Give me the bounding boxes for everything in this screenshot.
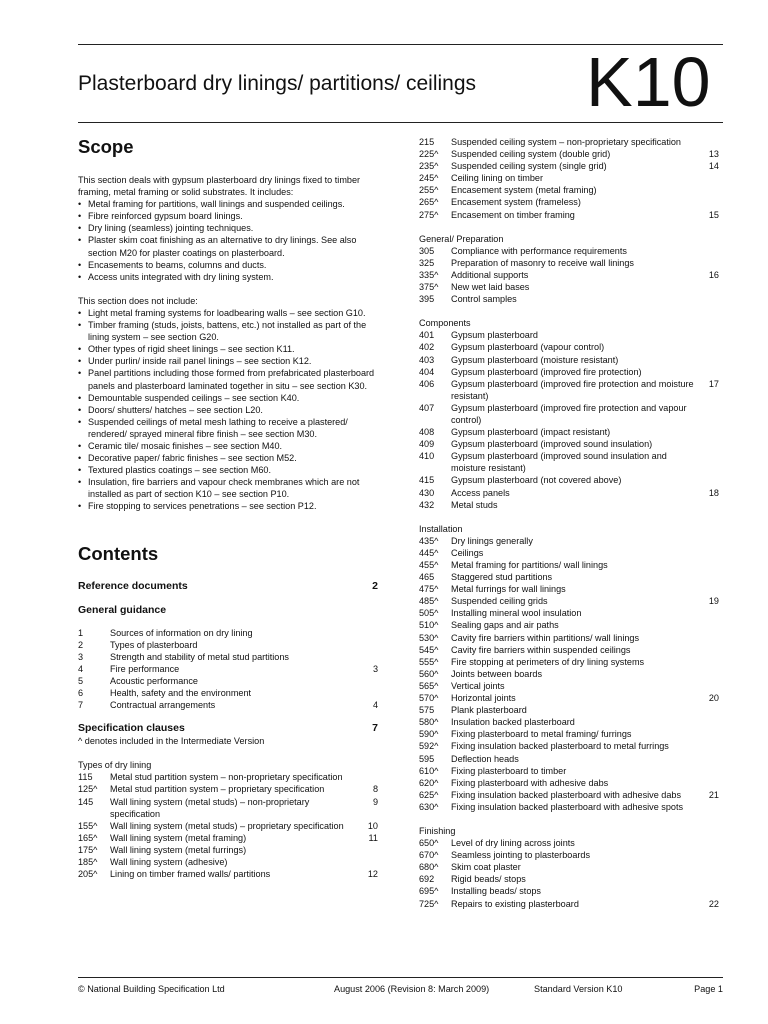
clause-number: 610^ — [419, 765, 439, 776]
clause-title: Metal framing for partitions/ wall linings — [451, 560, 608, 570]
types-cont-list — [419, 136, 719, 221]
scope-excludes-list — [78, 307, 378, 513]
clause-row[interactable] — [419, 269, 719, 281]
installation-list — [419, 535, 719, 813]
clause-row[interactable] — [419, 837, 719, 849]
finishing-list — [419, 837, 719, 910]
clause-title: Ceilings — [451, 547, 484, 558]
clause-row[interactable] — [419, 595, 719, 607]
scope-include-item: • Access units integrated with dry lining system. — [78, 271, 378, 283]
clause-page: 9 — [372, 796, 378, 807]
clause-title: Installing mineral wool insulation — [451, 608, 582, 619]
clause-row[interactable] — [419, 801, 719, 813]
guidance-row[interactable] — [78, 651, 378, 663]
clause-number: 560^ — [419, 668, 439, 679]
clause-title: Gypsum plasterboard (vapour control) — [451, 342, 605, 353]
clause-row[interactable] — [78, 832, 378, 844]
clause-title: Gypsum plasterboard (not covered above) — [451, 475, 622, 486]
scope-exclude-item: • Fire stopping to services penetrations – see section P12. — [78, 500, 378, 512]
clause-title: Gypsum plasterboard (improved fire protection) — [451, 366, 642, 377]
clause-title: Sources of information on dry lining — [110, 627, 253, 638]
clause-number: 235^ — [419, 161, 439, 172]
footer-date: August 2006 (Revision 8: March 2009) — [334, 984, 490, 994]
clause-number: 565^ — [419, 680, 439, 691]
clause-title: Fixing insulation backed plasterboard with adhesive dabs — [451, 789, 682, 800]
clause-number: 465 — [419, 572, 435, 583]
general-guidance-list — [78, 627, 378, 712]
general-preparation-list — [419, 245, 719, 305]
clause-title: Horizontal joints — [451, 693, 516, 704]
clause-number: 3 — [78, 651, 84, 662]
clause-page: 22 — [708, 898, 719, 909]
scope-exclude-item: • Demountable suspended ceilings – see section K40. — [78, 392, 378, 404]
clause-row[interactable] — [419, 898, 719, 910]
clause-title: Encasement on timber framing — [451, 209, 575, 220]
clause-page: 12 — [367, 869, 378, 880]
types-heading: Types of dry lining — [78, 760, 152, 771]
scope-exclude-item: • Doors/ shutters/ hatches – see section L20. — [78, 404, 378, 416]
clause-title: Contractual arrangements — [110, 700, 216, 711]
guidance-row[interactable] — [78, 699, 378, 711]
clause-number: 430 — [419, 487, 435, 498]
scope-include-item: • Plaster skim coat finishing as an alternative to dry linings. See also section M20 for plaster coatings on plasterboard. — [78, 234, 378, 258]
clause-number: 265^ — [419, 197, 439, 208]
clause-number: 7 — [78, 700, 84, 711]
clause-title: Fire performance — [110, 663, 180, 674]
clause-title: Wall lining system (metal studs) – proprietary specification — [110, 820, 344, 831]
clause-number: 432 — [419, 499, 435, 510]
general-preparation-heading: General/ Preparation — [419, 233, 504, 244]
clause-title: Fixing insulation backed plasterboard with adhesive spots — [451, 801, 684, 812]
clause-row[interactable] — [419, 644, 719, 656]
clause-number: 5 — [78, 675, 84, 686]
left-column — [78, 130, 378, 880]
clause-row[interactable] — [419, 196, 719, 208]
clause-row[interactable] — [78, 868, 378, 880]
clause-row[interactable] — [78, 783, 378, 795]
clause-number: 545^ — [419, 644, 439, 655]
clause-row[interactable] — [419, 607, 719, 619]
clause-title: Health, safety and the environment — [110, 688, 252, 698]
clause-row[interactable] — [419, 329, 719, 341]
clause-row[interactable] — [419, 450, 719, 474]
clause-title: Suspended ceiling system (double grid) — [451, 149, 611, 160]
clause-row[interactable] — [419, 438, 719, 450]
clause-number: 555^ — [419, 656, 439, 667]
clause-page: 13 — [708, 149, 719, 160]
clause-row[interactable] — [419, 245, 719, 257]
clause-title: Level of dry lining across joints — [451, 838, 575, 849]
clause-title: Insulation backed plasterboard — [451, 717, 575, 728]
clause-number: 401 — [419, 330, 435, 341]
contents-reference-page: 2 — [372, 579, 378, 592]
clause-number: 650^ — [419, 838, 439, 849]
guidance-row[interactable] — [78, 627, 378, 639]
clause-page: 17 — [708, 378, 719, 389]
clause-row[interactable] — [419, 293, 719, 305]
clause-page: 21 — [708, 789, 719, 800]
clause-title: Repairs to existing plasterboard — [451, 898, 579, 909]
clause-number: 375^ — [419, 282, 439, 293]
clause-title: Access panels — [451, 487, 510, 498]
contents-spec-row[interactable] — [78, 721, 378, 735]
clause-title: Skim coat plaster — [451, 862, 521, 873]
clause-row[interactable] — [78, 796, 378, 820]
clause-title: Gypsum plasterboard (impact resistant) — [451, 427, 611, 438]
clause-number: 215 — [419, 137, 435, 147]
scope-exclude-item: • Ceramic tile/ mosaic finishes – see section M40. — [78, 440, 378, 452]
scope-exclude-item: • Decorative paper/ fabric finishes – see section M52. — [78, 452, 378, 464]
clause-number: 580^ — [419, 717, 439, 728]
clause-title: Suspended ceiling system – non-proprietary specification — [451, 137, 681, 147]
scope-include-item: • Metal framing for partitions, wall linings and suspended ceilings. — [78, 198, 378, 210]
clause-page: 18 — [708, 487, 719, 498]
guidance-row[interactable] — [78, 639, 378, 651]
clause-number: 592^ — [419, 741, 439, 752]
clause-row[interactable] — [419, 366, 719, 378]
clause-number: 155^ — [78, 820, 98, 831]
scope-exclude-item: • Panel partitions including those formed from prefabricated plasterboard panels and plasterboard laminated together in situ – see section K30. — [78, 367, 378, 391]
clause-row[interactable] — [419, 547, 719, 559]
clause-number: 325 — [419, 257, 435, 268]
types-list — [78, 771, 378, 880]
clause-row[interactable] — [78, 771, 378, 783]
clause-number: 435^ — [419, 535, 439, 546]
header-rule — [78, 122, 723, 123]
clause-title: Wall lining system (adhesive) — [110, 857, 228, 868]
scope-exclude-item: • Insulation, fire barriers and vapour check membranes which are not installed as part of section K10 – see section P10. — [78, 476, 378, 500]
clause-row[interactable] — [419, 728, 719, 740]
clause-title: Staggered stud partitions — [451, 572, 553, 583]
clause-title: Cavity fire barriers within suspended ceilings — [451, 644, 631, 655]
clause-number: 6 — [78, 688, 84, 698]
clause-row[interactable] — [419, 873, 719, 885]
clause-row[interactable] — [419, 619, 719, 631]
clause-title: Metal stud partition system – non-proprietary specification — [110, 772, 343, 783]
scope-exclude-item: • Under purlin/ inside rail panel linings – see section K12. — [78, 355, 378, 367]
clause-row[interactable] — [419, 668, 719, 680]
clause-title: Rigid beads/ stops — [451, 874, 526, 885]
clause-title: Metal furrings for wall linings — [451, 584, 566, 595]
clause-row[interactable] — [78, 856, 378, 868]
clause-number: 125^ — [78, 784, 98, 795]
clause-number: 485^ — [419, 596, 439, 607]
clause-title: Suspended ceiling grids — [451, 596, 548, 607]
clause-row[interactable] — [419, 583, 719, 595]
clause-number: 165^ — [78, 832, 98, 843]
clause-row[interactable] — [419, 765, 719, 777]
clause-number: 510^ — [419, 620, 439, 631]
clause-number: 725^ — [419, 898, 439, 909]
clause-number: 625^ — [419, 789, 439, 800]
clause-title: Joints between boards — [451, 668, 542, 679]
clause-row[interactable] — [419, 849, 719, 861]
clause-title: Preparation of masonry to receive wall linings — [451, 257, 634, 268]
page-title: Plasterboard dry linings/ partitions/ ceilings — [78, 72, 477, 95]
clause-number: 145 — [78, 796, 94, 807]
components-heading: Components — [419, 318, 471, 329]
clause-title: Wall lining system (metal studs) – non-proprietary specification — [110, 796, 310, 819]
clause-number: 305 — [419, 245, 435, 256]
guidance-row[interactable] — [78, 675, 378, 687]
clause-number: 185^ — [78, 857, 98, 868]
clause-row[interactable] — [419, 160, 719, 172]
contents-spec-label: Specification clauses — [78, 722, 185, 735]
clause-number: 404 — [419, 366, 435, 377]
contents-reference-row[interactable] — [78, 579, 378, 593]
clause-number: 175^ — [78, 844, 98, 855]
clause-row[interactable] — [419, 704, 719, 716]
clause-number: 530^ — [419, 632, 439, 643]
clause-title: Wall lining system (metal framing) — [110, 832, 247, 843]
general-guidance-heading: General guidance — [78, 603, 167, 616]
clause-number: 630^ — [419, 801, 439, 812]
clause-title: Metal studs — [451, 499, 498, 510]
clause-row[interactable] — [419, 281, 719, 293]
clause-row[interactable] — [419, 499, 719, 511]
clause-page: 19 — [708, 596, 719, 607]
clause-title: Fixing insulation backed plasterboard to metal furrings — [451, 741, 669, 752]
clause-title: Additional supports — [451, 269, 529, 280]
clause-number: 680^ — [419, 862, 439, 873]
clause-title: Vertical joints — [451, 680, 505, 691]
clause-number: 475^ — [419, 584, 439, 595]
clause-title: Encasement system (frameless) — [451, 197, 581, 208]
clause-number: 409 — [419, 439, 435, 450]
clause-row[interactable] — [419, 740, 719, 752]
clause-row[interactable] — [419, 341, 719, 353]
clause-title: Ceiling lining on timber — [451, 173, 543, 184]
clause-number: 410 — [419, 451, 435, 462]
clause-page: 14 — [708, 161, 719, 172]
clause-row[interactable] — [419, 777, 719, 789]
clause-number: 570^ — [419, 693, 439, 704]
scope-exclude-item: • Light metal framing systems for loadbearing walls – see section G10. — [78, 307, 378, 319]
contents-heading: Contents — [78, 542, 159, 564]
clause-title: Fixing plasterboard with adhesive dabs — [451, 777, 609, 788]
clause-number: 275^ — [419, 209, 439, 220]
scope-includes-list — [78, 198, 378, 283]
section-code: K10 — [586, 43, 711, 121]
clause-number: 692 — [419, 874, 435, 885]
clause-row[interactable] — [419, 184, 719, 196]
clause-title: Gypsum plasterboard (improved sound insulation and moisture resistant) — [451, 451, 667, 474]
clause-row[interactable] — [419, 378, 719, 402]
clause-title: Cavity fire barriers within partitions/ wall linings — [451, 632, 640, 643]
clause-page: 4 — [372, 700, 378, 711]
clause-title: Strength and stability of metal stud partitions — [110, 651, 289, 662]
clause-page: 8 — [372, 784, 378, 795]
clause-number: 245^ — [419, 173, 439, 184]
clause-title: Plank plasterboard — [451, 705, 527, 716]
clause-row[interactable] — [419, 535, 719, 547]
clause-number: 590^ — [419, 729, 439, 740]
clause-page: 16 — [708, 269, 719, 280]
clause-title: Encasement system (metal framing) — [451, 185, 597, 196]
clause-number: 670^ — [419, 850, 439, 861]
clause-page: 20 — [708, 693, 719, 704]
scope-include-item: • Encasements to beams, columns and ducts. — [78, 259, 378, 271]
clause-title: Suspended ceiling system (single grid) — [451, 161, 607, 172]
clause-row[interactable] — [419, 209, 719, 221]
clause-number: 403 — [419, 354, 435, 365]
scope-include-item: • Dry lining (seamless) jointing techniques. — [78, 222, 378, 234]
components-list — [419, 329, 719, 510]
clause-row[interactable] — [419, 692, 719, 704]
clause-row[interactable] — [419, 426, 719, 438]
clause-title: Gypsum plasterboard (improved fire protection and vapour control) — [451, 402, 687, 425]
clause-row[interactable] — [419, 257, 719, 269]
clause-title: Gypsum plasterboard (improved fire protection and moisture resistant) — [451, 378, 694, 401]
clause-row[interactable] — [419, 716, 719, 728]
clause-number: 395 — [419, 294, 435, 305]
clause-title: Fire stopping at perimeters of dry lining systems — [451, 656, 645, 667]
clause-number: 595 — [419, 753, 435, 764]
clause-number: 620^ — [419, 777, 439, 788]
scope-intro: This section deals with gypsum plasterboard dry linings fixed to timber framing, metal framing or solid substrates. It includes: — [78, 175, 361, 198]
clause-title: Gypsum plasterboard — [451, 330, 538, 341]
clause-number: 255^ — [419, 185, 439, 196]
scope-include-item: • Fibre reinforced gypsum board linings. — [78, 210, 378, 222]
clause-page: 10 — [367, 820, 378, 831]
clause-row[interactable] — [419, 632, 719, 644]
clause-number: 335^ — [419, 269, 439, 280]
clause-title: Sealing gaps and air paths — [451, 620, 559, 631]
scope-exclude-item: • Other types of rigid sheet linings – see section K11. — [78, 343, 378, 355]
clause-title: Fixing plasterboard to metal framing/ furrings — [451, 729, 632, 740]
clause-row[interactable] — [419, 885, 719, 897]
contents-reference-label: Reference documents — [78, 579, 188, 592]
clause-row[interactable] — [419, 571, 719, 583]
clause-title: Metal stud partition system – proprietary specification — [110, 784, 325, 795]
clause-number: 115 — [78, 772, 93, 783]
clause-title: Gypsum plasterboard (improved sound insulation) — [451, 439, 653, 450]
right-column — [419, 136, 719, 910]
clause-number: 445^ — [419, 547, 439, 558]
clause-number: 2 — [78, 639, 84, 650]
clause-title: Dry linings generally — [451, 535, 533, 546]
contents-spec-page: 7 — [372, 722, 378, 735]
scope-exclude-item: • Timber framing (studs, joists, battens, etc.) not installed as part of the lining system – see section G20. — [78, 319, 378, 343]
clause-row[interactable] — [419, 680, 719, 692]
clause-row[interactable] — [419, 789, 719, 801]
clause-title: Fixing plasterboard to timber — [451, 765, 567, 776]
clause-number: 575 — [419, 705, 435, 716]
scope-exclude-item: • Textured plastics coatings – see section M60. — [78, 464, 378, 476]
clause-number: 415 — [419, 475, 435, 486]
footer-version: Standard Version K10 — [534, 984, 623, 994]
clause-number: 1 — [78, 627, 84, 638]
clause-number: 505^ — [419, 608, 439, 619]
clause-title: Acoustic performance — [110, 675, 198, 686]
clause-title: Types of plasterboard — [110, 639, 198, 650]
clause-number: 406 — [419, 378, 435, 389]
clause-row[interactable] — [78, 844, 378, 856]
guidance-row[interactable] — [78, 663, 378, 675]
clause-row[interactable] — [419, 148, 719, 160]
clause-title: Installing beads/ stops — [451, 886, 541, 897]
clause-row[interactable] — [419, 753, 719, 765]
clause-title: Deflection heads — [451, 753, 519, 764]
clause-page: 11 — [368, 832, 378, 843]
clause-title: Control samples — [451, 294, 517, 305]
clause-title: Lining on timber framed walls/ partitions — [110, 869, 271, 880]
clause-title: Gypsum plasterboard (moisture resistant) — [451, 354, 619, 365]
clause-number: 408 — [419, 427, 435, 438]
clause-title: Seamless jointing to plasterboards — [451, 850, 591, 861]
clause-title: Compliance with performance requirements — [451, 245, 627, 256]
clause-row[interactable] — [419, 402, 719, 426]
guidance-row[interactable] — [78, 687, 378, 699]
clause-row[interactable] — [419, 474, 719, 486]
clause-row[interactable] — [419, 136, 719, 148]
footer-page: Page 1 — [694, 984, 723, 994]
clause-number: 225^ — [419, 149, 439, 160]
footer-rule — [78, 977, 723, 978]
installation-heading: Installation — [419, 523, 463, 534]
clause-row[interactable] — [419, 656, 719, 668]
clause-row[interactable] — [419, 861, 719, 873]
clause-number: 402 — [419, 342, 435, 353]
clause-row[interactable] — [419, 559, 719, 571]
scope-heading: Scope — [78, 136, 134, 157]
clause-row[interactable] — [419, 172, 719, 184]
clause-row[interactable] — [419, 487, 719, 499]
clause-page: 3 — [372, 663, 378, 674]
finishing-heading: Finishing — [419, 825, 456, 836]
clause-title: New wet laid bases — [451, 282, 530, 293]
clause-row[interactable] — [419, 354, 719, 366]
clause-number: 455^ — [419, 560, 439, 570]
clause-number: 205^ — [78, 869, 98, 880]
clause-number: 4 — [78, 663, 84, 674]
clause-page: 15 — [708, 209, 719, 220]
clause-title: Wall lining system (metal furrings) — [110, 844, 247, 855]
scope-excludes-intro: This section does not include: — [78, 295, 198, 306]
footer-copyright: © National Building Specification Ltd — [78, 984, 225, 994]
scope-exclude-item: • Suspended ceilings of metal mesh lathing to receive a plastered/ rendered/ sprayed mineral fibre finish – see section M30. — [78, 416, 378, 440]
clause-row[interactable] — [78, 820, 378, 832]
spec-note: ^ denotes included in the Intermediate Version — [78, 736, 265, 747]
clause-number: 695^ — [419, 886, 439, 897]
clause-number: 407 — [419, 402, 435, 413]
